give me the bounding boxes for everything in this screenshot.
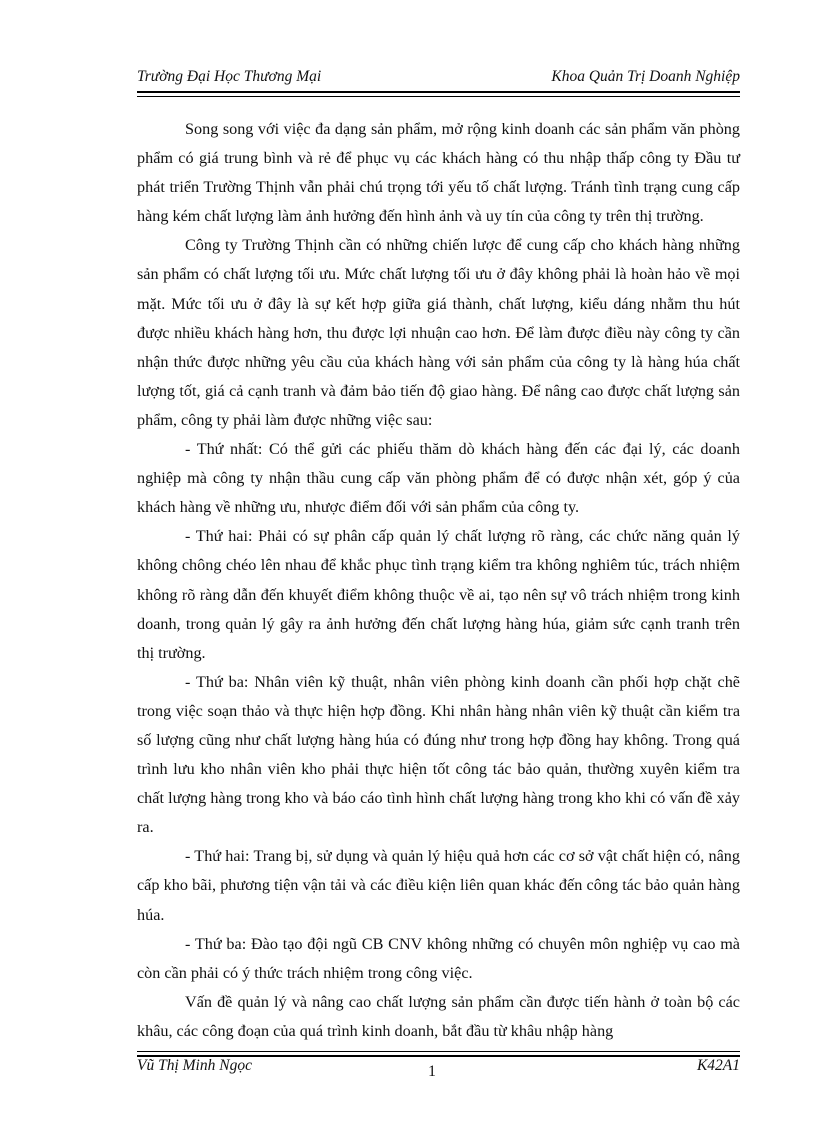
footer-author: Vũ Thị Minh Ngọc	[137, 1057, 252, 1074]
paragraph-strategy: Công ty Trường Thịnh cần có những chiến lược để cung cấp cho khách hàng những sản phẩm có chất lượng tối ưu. Mức chất lượng tối ưu ở đây không phải là hoàn hảo về mọi mặt. Mức tối ưu ở đây là sự kết hợp giữa giá thành, chất lượng, kiểu dáng nhằm thu hút được nhiều khách hàng hơn, thu được lợi nhuận cao hơn. Để làm được điều này công ty cần nhận thức được những yêu cầu của khách hàng với sản phẩm của công ty là hàng húa chất lượng tốt, giá cả cạnh tranh và đảm bảo tiến độ giao hàng. Để nâng cao được chất lượng sản phẩm, công ty phải làm được những việc sau:	[137, 236, 740, 429]
footer-rule-thin	[137, 1051, 740, 1052]
list-item-first: - Thứ nhất: Có thể gửi các phiếu thăm dò khách hàng đến các đại lý, các doanh nghiệp mà công ty nhận thầu cung cấp văn phòng phẩm để có được nhận xét, góp ý của khách hàng về những ưu, nhược điểm đối với sản phẩm của công ty.	[137, 440, 740, 517]
header-rule-thick	[137, 91, 740, 93]
header-school-name: Trường Đại Học Thương Mại	[137, 68, 322, 85]
list-item-third: - Thứ ba: Nhân viên kỹ thuật, nhân viên phòng kinh doanh cần phối hợp chặt chẽ trong việc soạn thảo và thực hiện hợp đồng. Khi nhân hàng nhân viên kỹ thuật cần kiểm tra số lượng cũng như chất lượng hàng húa có đúng như trong hợp đồng hay không. Trong quá trình lưu kho nhân viên kho phải thực hiện tốt công tác bảo quản, thường xuyên kiểm tra chất lượng hàng trong kho và báo cáo tình hình chất lượng hàng trong kho khi có vấn đề xảy ra.	[137, 672, 740, 837]
list-item-second: - Thứ hai: Phải có sự phân cấp quản lý chất lượng rõ ràng, các chức năng quản lý không chông chéo lên nhau để khắc phục tình trạng kiểm tra không nghiêm túc, trách nhiệm không rõ ràng dẫn đến khuyết điểm không thuộc về ai, tạo nên sự vô trách nhiệm trong kinh doanh, trong quản lý gây ra ảnh hưởng đến chất lượng hàng húa, giảm sức cạnh tranh trên thị trường.	[137, 527, 740, 662]
footer-class-code: K42A1	[696, 1057, 740, 1074]
page-number: 1	[428, 1063, 436, 1080]
header-rule-thin	[137, 96, 740, 97]
paragraph-closing: Vấn đề quản lý và nâng cao chất lượng sản phẩm cần được tiến hành ở toàn bộ các khâu, các công đoạn của quá trình kinh doanh, bắt đầu từ khâu nhập hàng	[137, 992, 740, 1040]
list-item-fifth: - Thứ ba: Đào tạo đội ngũ CB CNV không những có chuyên môn nghiệp vụ cao mà còn cần phải có ý thức trách nhiệm trong công việc.	[137, 934, 740, 982]
document-body	[137, 115, 740, 1046]
paragraph-quality-focus: Song song với việc đa dạng sản phẩm, mở rộng kinh doanh các sản phẩm văn phòng phẩm có giá trung bình và rẻ để phục vụ các khách hàng có thu nhập thấp công ty Đầu tư phát triển Trường Thịnh vẫn phải chú trọng tới yếu tố chất lượng. Tránh tình trạng cung cấp hàng kém chất lượng làm ảnh hưởng đến hình ảnh và uy tín của công ty trên thị trường.	[137, 120, 740, 226]
list-item-fourth: - Thứ hai: Trang bị, sử dụng và quản lý hiệu quả hơn các cơ sở vật chất hiện có, nâng cấp kho bãi, phương tiện vận tải và các điều kiện liên quan khác đến công tác bảo quản hàng húa.	[137, 847, 740, 924]
page-header	[137, 66, 740, 90]
header-faculty-name: Khoa Quản Trị Doanh Nghiệp	[551, 68, 740, 85]
